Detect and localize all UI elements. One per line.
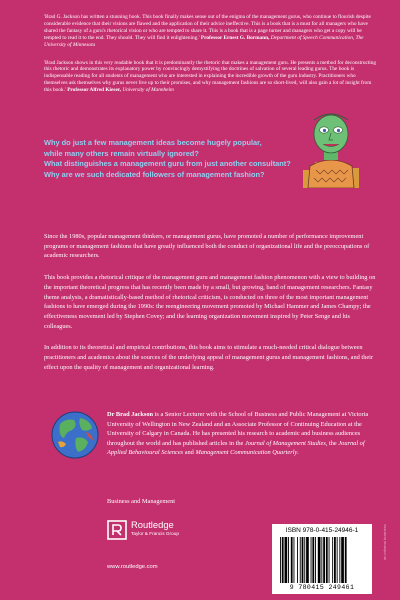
author-bio-text: is a Senior Lecturer with the School of Business and Public Management at Victoria University of Wellington in New Zealand and an Associate Professor of Continuing Education at the University of Calgary in Canada. He has presented his research to academic and business audiences throughout the world and has published articles in the <box>107 411 369 447</box>
isbn-barcode-panel <box>272 524 372 594</box>
description-paragraph: This book provides a rhetorical critique of the management guru and management fashion phenomenon with a view to building on the important theoretical progress that has recently been made by a small, but growing, band of management researchers. Fantasy theme analysis, a dramatistically-based method of rhetorical criticism, is conducted on three of the most important management fashions to have emerged during the 1990s: the reengineering movement promoted by Michael Hammer and James Champy; the effectiveness movement led by Stephen Covey; and the learning organization movement inspired by Peter Senge and his colleagues. <box>44 274 376 330</box>
question-line: Why do just a few management ideas become hugely popular, <box>44 138 262 147</box>
barcode-bar <box>282 537 284 583</box>
question-line: Why are we such dedicated followers of management fashion? <box>44 169 265 179</box>
barcode-bar <box>345 537 347 583</box>
book-description <box>44 232 377 384</box>
barcode-bar <box>297 537 298 583</box>
question-line: What distinguishes a management guru from just another consultant? <box>44 159 291 168</box>
routledge-mark-icon <box>107 520 127 540</box>
isbn-text: ISBN 978-0-415-24946-1 <box>285 527 359 534</box>
quote-attribution-name: Professor Ernest G. Bormann, <box>200 34 270 41</box>
barcode-bar <box>304 537 305 583</box>
quote-text: 'Brad G. Jackson has written a stunning book. This book finally makes sense out of the enigma of the management gurus, who continue to flourish despite considerable evidence that their visions are flawed and the application of their advice ineffective. This is a book that is a must for all managers who have shared the fantasy of a guru's rhetorical vision or who are tempted to share it. This is a book that is a page turner and managers who get a copy will be tempted to read it to the end. They should. They will find it enlightening.' <box>44 14 371 41</box>
quote-text: 'Brad Jackson shows in this very readable book that it is predominantly the rhetoric that makes a management guru. He presents a method for deconstructing this rhetoric and demonstrates its explanatory power by convincingly demystifying the doctrines of salvation of several leading gurus. The book is indispensable reading for all students of management who are interested in explaining the incredible growth of the guru industry. Practitioners who themselves ask themselves why gurus never live up to their promises, and why management fashions are so short-lived, will also gain a lot of insight from this book.' <box>44 59 377 94</box>
barcode-bar <box>306 537 309 583</box>
barcode-bar <box>311 537 312 583</box>
author-bio-text: , the <box>325 439 339 447</box>
description-paragraph: Since the 1980s, popular management thinkers, or management gurus, have promoted a number of performance improvement programs or management fashions that have greatly influenced both the conduct of organizational life and the preoccupations of academic researchers. <box>44 233 370 260</box>
journal-name: Journal of Applied Behavioural Sciences <box>107 439 365 457</box>
quote-attribution-name: Professor Alfred Kieser, <box>67 87 121 94</box>
barcode-bar <box>337 537 338 583</box>
endorsement-quote-2 <box>44 60 377 95</box>
author-bio-text: and <box>183 449 196 457</box>
quote-attribution-affiliation: University of Mannheim <box>122 87 174 94</box>
barcode-bar <box>329 537 330 583</box>
barcode-bar <box>339 537 340 583</box>
barcode-bar <box>334 537 336 583</box>
publisher-name: Routledge <box>131 519 174 530</box>
journal-name: Management Communication Quarterly <box>195 449 298 457</box>
barcode-bar <box>285 537 288 583</box>
barcode-bar <box>300 537 301 583</box>
barcode-bar <box>291 537 293 583</box>
publisher-group: Taylor & Francis Group <box>131 531 179 536</box>
barcode-bar <box>302 537 304 583</box>
barcode-bar <box>326 537 328 583</box>
guru-illustration <box>300 106 362 188</box>
globe-illustration <box>50 410 100 460</box>
ean-digits: 9 780415 249461 <box>289 584 355 591</box>
barcode-icon <box>280 537 364 583</box>
barcode-bar <box>323 537 325 583</box>
barcode-bar <box>318 537 321 583</box>
description-paragraph: In addition to its theoretical and empirical contributions, this book aims to stimulate a much-needed critical dialogue between practitioners and academics about the sources of the underlying appeal of management gurus and management fashions, and their effect upon the quality of management and organizational learning. <box>44 344 374 371</box>
author-bio-text: . <box>297 449 299 457</box>
author-name: Dr Brad Jackson <box>107 411 154 418</box>
subject-category: Business and Management <box>107 498 176 505</box>
barcode-bar <box>321 537 322 583</box>
publisher-logo <box>107 518 207 558</box>
endorsement-quote-1 <box>44 14 377 49</box>
journal-name: Journal of Management Studies <box>244 439 326 447</box>
informa-tagline: an informa business <box>382 524 387 560</box>
barcode-bar <box>332 537 333 583</box>
barcode-bar <box>288 537 289 583</box>
barcode-bar <box>280 537 281 583</box>
barcode-bar <box>341 537 344 583</box>
publisher-website: www.routledge.com <box>107 564 158 570</box>
endorsement-quotes <box>44 14 377 105</box>
barcode-bar <box>294 537 295 583</box>
author-bio <box>107 410 379 458</box>
quote-attribution-affiliation: Department of Speech Communication, The University of Minnesota <box>44 34 364 48</box>
barcode-bar <box>315 537 316 583</box>
barcode-bar <box>312 537 314 583</box>
key-questions <box>44 138 294 180</box>
question-line: while many others remain virtually ignored? <box>44 148 199 158</box>
